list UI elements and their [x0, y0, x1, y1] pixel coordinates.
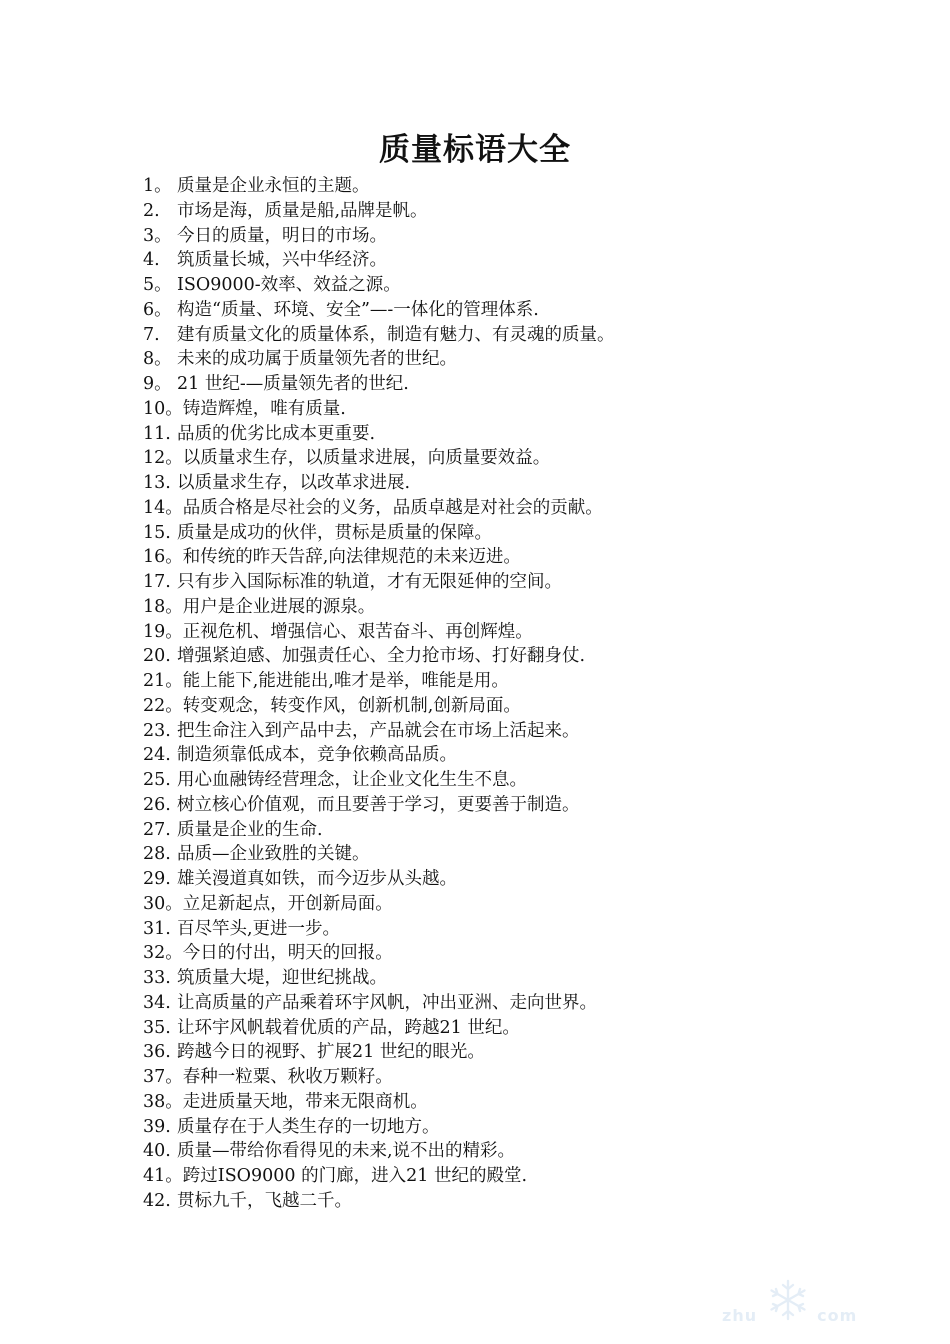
slogan-number: 30。: [143, 893, 183, 914]
slogan-text: 质量是企业的生命.: [177, 819, 323, 840]
slogan-number: 28.: [143, 844, 171, 865]
list-item: [143, 1139, 923, 1164]
slogan-text: 市场是海，质量是船,品牌是帆。: [177, 200, 428, 221]
slogan-number: 7.: [143, 324, 160, 345]
slogan-number: 10。: [143, 398, 183, 419]
slogan-text: 质量是企业永恒的主题。: [177, 176, 370, 196]
slogan-number: 40.: [143, 1141, 171, 1162]
slogan-text: 转变观念，转变作风，创新机制,创新局面。: [182, 695, 521, 716]
list-item: [143, 867, 923, 892]
slogan-number: 6。: [143, 299, 172, 320]
slogan-number: 3。: [143, 225, 172, 246]
slogan-number: 18。: [143, 596, 183, 617]
slogan-number: 2.: [143, 200, 160, 221]
list-item: [143, 446, 923, 471]
list-item: [143, 941, 923, 966]
list-item: [143, 1189, 923, 1214]
slogan-number: 36.: [143, 1042, 171, 1063]
list-item: [143, 174, 923, 199]
slogan-text: 品质的优劣比成本更重要.: [177, 423, 376, 444]
slogan-text: 未来的成功属于质量领先者的世纪。: [177, 349, 457, 370]
slogan-text: 以质量求生存，以质量求进展，向质量要效益。: [182, 448, 551, 469]
list-item: [143, 743, 923, 768]
list-item: [143, 644, 923, 669]
document-title: 质量标语大全: [379, 132, 571, 168]
slogan-number: 5。: [143, 275, 172, 295]
slogan-number: 37。: [143, 1067, 183, 1087]
list-item: [143, 397, 923, 422]
slogan-text: 用户是企业进展的源泉。: [182, 596, 376, 617]
watermark-text-left: zhu: [722, 1306, 758, 1325]
slogan-number: 21。: [143, 671, 183, 691]
list-item: [143, 496, 923, 521]
slogan-number: 27.: [143, 819, 171, 840]
list-item: [143, 669, 923, 694]
slogan-number: 25.: [143, 770, 171, 790]
slogan-text: 把生命注入到产品中去，产品就会在市场上活起来。: [177, 720, 580, 741]
list-item: [143, 793, 923, 818]
list-item: [143, 620, 923, 645]
list-item: [143, 892, 923, 917]
slogan-text: 百尽竿头,更进一步。: [177, 918, 341, 939]
list-item: [143, 372, 923, 397]
list-item: [143, 1164, 923, 1189]
slogan-text: 质量存在于人类生存的一切地方。: [177, 1116, 440, 1137]
slogan-number: 11.: [143, 423, 171, 444]
slogan-number: 1。: [143, 176, 172, 196]
slogan-text: 贯标九千，飞越二千。: [177, 1190, 352, 1211]
list-item: [143, 719, 923, 744]
slogan-number: 34.: [143, 992, 171, 1013]
slogan-number: 31.: [143, 918, 171, 939]
slogan-number: 17.: [143, 572, 171, 592]
slogan-number: 13.: [143, 473, 171, 493]
slogan-text: 和传统的昨天告辞,向法律规范的未来迈进。: [182, 547, 521, 568]
list-item: [143, 248, 923, 273]
slogan-text: 品质合格是尽社会的义务，品质卓越是对社会的贡献。: [182, 497, 603, 518]
list-item: [143, 199, 923, 224]
slogan-text: 让环宇风帆载着优质的产品，跨越21 世纪。: [177, 1017, 520, 1038]
slogan-text: 增强紧迫感、加强责任心、全力抢市场、打好翻身仗.: [177, 646, 586, 667]
list-item: [143, 422, 923, 447]
slogan-number: 22。: [143, 695, 183, 716]
list-item: [143, 323, 923, 348]
slogan-number: 8。: [143, 349, 172, 370]
watermark-text: [722, 1306, 858, 1325]
list-item: [143, 818, 923, 843]
slogan-text: 铸造辉煌，唯有质量.: [182, 398, 346, 419]
list-item: [143, 521, 923, 546]
slogan-number: 32。: [143, 943, 183, 964]
slogan-number: 16。: [143, 547, 183, 568]
slogan-text: 跨越今日的视野、扩展21 世纪的眼光。: [177, 1042, 485, 1063]
slogan-number: 38。: [143, 1091, 183, 1112]
list-item: [143, 966, 923, 991]
slogan-number: 41。: [143, 1166, 183, 1186]
slogan-text: 立足新起点，开创新局面。: [182, 893, 393, 914]
slogan-text: 筑质量大堤，迎世纪挑战。: [177, 968, 387, 988]
list-item: [143, 768, 923, 793]
slogan-number: 33.: [143, 968, 171, 988]
slogan-number: 35.: [143, 1017, 171, 1038]
slogan-number: 9。: [143, 374, 172, 394]
slogan-text: 建有质量文化的质量体系，制造有魅力、有灵魂的质量。: [177, 324, 615, 345]
list-item: [143, 991, 923, 1016]
list-item: [143, 1016, 923, 1041]
list-item: [143, 1065, 923, 1090]
list-item: [143, 471, 923, 496]
slogan-number: 42.: [143, 1190, 171, 1211]
list-item: [143, 694, 923, 719]
slogan-number: 39.: [143, 1116, 171, 1137]
list-item: [143, 1115, 923, 1140]
list-item: [143, 917, 923, 942]
list-item: [143, 1040, 923, 1065]
list-item: [143, 273, 923, 298]
slogan-text: 以质量求生存，以改革求进展.: [177, 473, 411, 493]
slogan-text: 走进质量天地，带来无限商机。: [182, 1091, 428, 1112]
slogan-number: 19。: [143, 621, 183, 642]
list-item: [143, 595, 923, 620]
slogan-number: 26.: [143, 794, 171, 815]
slogan-text: 今日的付出，明天的回报。: [182, 943, 393, 964]
slogan-text: ISO9000-效率、效益之源。: [177, 275, 401, 295]
slogan-number: 20.: [143, 646, 171, 667]
slogan-text: 让高质量的产品乘着环宇风帆，冲出亚洲、走向世界。: [177, 992, 597, 1013]
list-item: [143, 347, 923, 372]
slogan-number: 12。: [143, 448, 183, 469]
slogan-text: 只有步入国际标准的轨道，才有无限延伸的空间。: [177, 572, 562, 592]
slogan-text: 能上能下,能进能出,唯才是举，唯能是用。: [182, 671, 509, 691]
slogan-number: 24.: [143, 745, 171, 766]
list-item: [143, 224, 923, 249]
slogan-text: 正视危机、增强信心、艰苦奋斗、再创辉煌。: [182, 621, 533, 642]
list-item: [143, 298, 923, 323]
watermark-logo: [722, 1278, 858, 1338]
slogan-text: 质量是成功的伙伴，贯标是质量的保障。: [177, 522, 492, 543]
watermark-text-right: com: [817, 1306, 858, 1325]
list-item: [143, 1090, 923, 1115]
slogan-number: 29.: [143, 869, 171, 889]
slogan-number: 23.: [143, 720, 171, 741]
slogan-number: 15.: [143, 522, 171, 543]
slogan-text: 21 世纪-—质量领先者的世纪.: [177, 374, 409, 394]
slogan-number: 4.: [143, 250, 160, 271]
list-item: [143, 842, 923, 867]
slogan-text: 今日的质量，明日的市场。: [177, 225, 387, 246]
list-item: [143, 570, 923, 595]
slogan-text: 树立核心价值观，而且要善于学习，更要善于制造。: [177, 794, 580, 815]
slogan-text: 雄关漫道真如铁，而今迈步从头越。: [177, 869, 457, 889]
slogan-list: [143, 174, 923, 1214]
slogan-text: 制造须靠低成本，竞争依赖高品质。: [177, 745, 457, 766]
slogan-text: 质量—带给你看得见的未来,说不出的精彩。: [177, 1141, 516, 1162]
slogan-text: 跨过ISO9000 的门廊，进入21 世纪的殿堂.: [182, 1166, 528, 1186]
slogan-text: 品质—企业致胜的关键。: [177, 844, 370, 865]
slogan-number: 14。: [143, 497, 183, 518]
slogan-text: 筑质量长城，兴中华经济。: [177, 250, 387, 271]
slogan-text: 春种一粒粟、秋收万颗籽。: [182, 1067, 393, 1087]
slogan-text: 用心血融铸经营理念，让企业文化生生不息。: [177, 770, 527, 790]
list-item: [143, 545, 923, 570]
slogan-text: 构造“质量、环境、安全”—-一体化的管理体系.: [177, 299, 539, 320]
